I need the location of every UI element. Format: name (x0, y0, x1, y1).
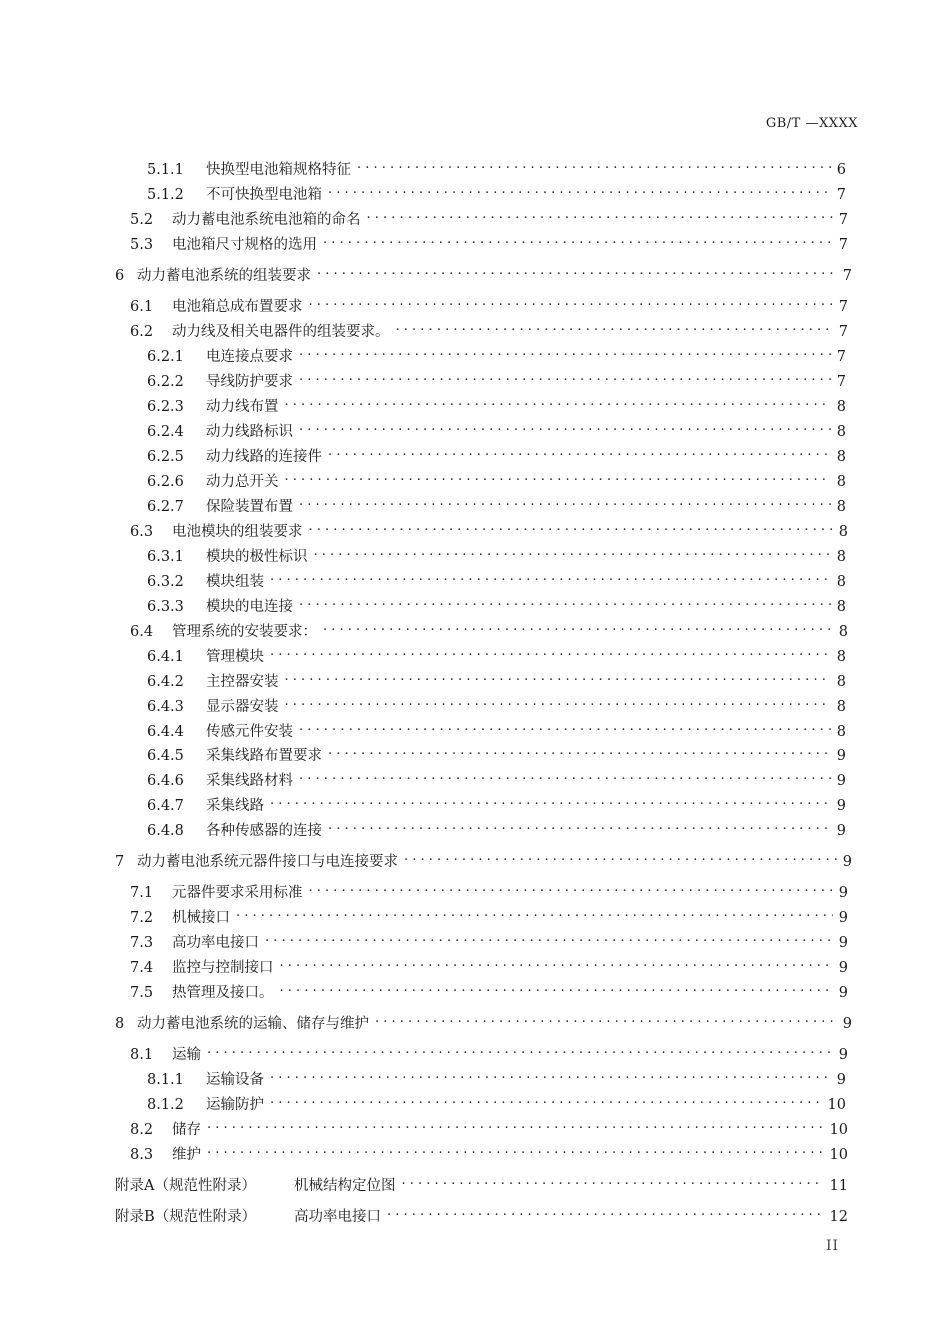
toc-entry-page: 9 (838, 935, 848, 951)
toc-entry-title: 保险装置布置 (206, 499, 293, 515)
toc-entry-page: 8 (836, 424, 846, 440)
dot-leader (285, 468, 831, 486)
toc-entry[interactable] (130, 954, 848, 976)
dot-leader (299, 593, 831, 611)
toc-entry-number: 8 (115, 1016, 125, 1032)
toc-entry[interactable] (147, 643, 846, 665)
toc-entry[interactable] (147, 792, 846, 814)
toc-entry[interactable] (115, 1172, 848, 1194)
toc-entry-number: 6.4.1 (147, 649, 184, 665)
toc-entry-page: 8 (836, 399, 846, 415)
toc-entry-title: 高功率电接口 (172, 935, 259, 951)
toc-entry[interactable] (147, 418, 846, 440)
toc-entry-number: 附录B（规范性附录） (115, 1209, 257, 1225)
toc-entry-number: 附录A（规范性附录） (115, 1178, 256, 1194)
toc-entry-page: 8 (836, 474, 846, 490)
dot-leader (402, 1172, 824, 1190)
toc-entry-number: 6.4.3 (147, 699, 184, 715)
toc-entry-page: 8 (836, 574, 846, 590)
toc-entry-number: 6.2.2 (147, 374, 184, 390)
toc-entry-number: 6.2.4 (147, 424, 184, 440)
toc-entry-number: 6.4.7 (147, 798, 184, 814)
toc-entry[interactable] (147, 393, 846, 415)
dot-leader (299, 343, 831, 361)
dot-leader (270, 1066, 831, 1084)
toc-entry-page: 8 (836, 649, 846, 665)
toc-entry[interactable] (130, 1141, 848, 1163)
toc-entry-number: 6.3.2 (147, 574, 184, 590)
toc-entry-page: 9 (842, 1016, 852, 1032)
toc-entry-number: 6 (115, 268, 125, 284)
toc-entry-page: 9 (836, 773, 846, 789)
toc-entry-page: 12 (829, 1209, 848, 1225)
toc-entry[interactable] (130, 979, 848, 1001)
toc-entry-page: 9 (836, 823, 846, 839)
toc-entry-title: 各种传感器的连接 (206, 823, 322, 839)
toc-entry-number: 7 (115, 854, 125, 870)
toc-entry-number: 8.2 (130, 1122, 154, 1138)
toc-entry-title: 储存 (172, 1122, 201, 1138)
dot-leader (285, 668, 831, 686)
dot-leader (285, 393, 831, 411)
toc-entry-page: 9 (838, 985, 848, 1001)
toc-entry-number: 5.3 (130, 237, 154, 253)
dot-leader (328, 181, 831, 199)
toc-entry[interactable] (147, 493, 846, 515)
dot-leader (270, 643, 831, 661)
toc-entry[interactable] (115, 262, 852, 284)
toc-entry-number: 8.1.1 (147, 1072, 184, 1088)
dot-leader (328, 817, 831, 835)
dot-leader (328, 742, 831, 760)
dot-leader (323, 231, 833, 249)
toc-entry[interactable] (147, 593, 846, 615)
toc-entry-number: 6.4.4 (147, 724, 184, 740)
toc-entry-title: 机械接口 (172, 910, 230, 926)
toc-entry[interactable] (147, 742, 846, 764)
dot-leader (207, 1041, 833, 1059)
page-number: II (826, 1238, 840, 1254)
dot-leader (299, 493, 831, 511)
toc-entry-number: 8.1.2 (147, 1097, 184, 1113)
toc-entry-title: 模块的电连接 (206, 599, 293, 615)
toc-entry-number: 6.4.2 (147, 674, 184, 690)
toc-entry[interactable] (147, 668, 846, 690)
toc-entry-page: 7 (838, 237, 848, 253)
dot-leader (280, 954, 833, 972)
toc-entry-title: 动力线路标识 (206, 424, 293, 440)
toc-entry-page: 7 (842, 268, 852, 284)
toc-entry-number: 6.1 (130, 299, 154, 315)
toc-entry-title: 动力总开关 (206, 474, 279, 490)
dot-leader (309, 879, 833, 897)
toc-entry-page: 8 (836, 674, 846, 690)
toc-entry-number: 7.3 (130, 935, 154, 951)
toc-entry-page: 8 (838, 524, 848, 540)
toc-entry-page: 10 (829, 1122, 848, 1138)
dot-leader (299, 767, 831, 785)
toc-entry-page: 7 (838, 212, 848, 228)
dot-leader (317, 262, 837, 280)
toc-entry-title: 电池模块的组装要求 (172, 524, 303, 540)
dot-leader (299, 418, 831, 436)
toc-entry-title: 采集线路材料 (206, 773, 293, 789)
toc-entry-title: 运输设备 (206, 1072, 264, 1088)
toc-entry-page: 7 (836, 374, 846, 390)
toc-entry[interactable] (147, 1091, 846, 1113)
toc-entry-number: 6.3.3 (147, 599, 184, 615)
toc-entry-number: 6.3.1 (147, 549, 184, 565)
toc-entry-number: 7.2 (130, 910, 154, 926)
toc-entry-number: 6.4 (130, 624, 154, 640)
toc-entry-title: 动力线路的连接件 (206, 449, 322, 465)
document-code: GB/T —XXXX (765, 116, 858, 131)
toc-entry-number: 8.3 (130, 1147, 154, 1163)
toc-entry-title: 监控与控制接口 (172, 960, 274, 976)
toc-entry[interactable] (130, 618, 848, 640)
toc-entry-page: 9 (838, 960, 848, 976)
dot-leader (309, 293, 833, 311)
toc-entry[interactable] (130, 929, 848, 951)
dot-leader (265, 929, 833, 947)
dot-leader (328, 443, 831, 461)
dot-leader (270, 792, 831, 810)
dot-leader (207, 1141, 824, 1159)
dot-leader (357, 156, 831, 174)
toc-entry-title: 模块的极性标识 (206, 549, 308, 565)
toc-entry[interactable] (147, 181, 846, 203)
toc-entry[interactable] (147, 1066, 846, 1088)
toc-entry-number: 7.5 (130, 985, 154, 1001)
toc-entry-page: 7 (838, 324, 848, 340)
toc-entry[interactable] (147, 767, 846, 789)
toc-entry-title: 元器件要求采用标准 (172, 885, 303, 901)
toc-entry[interactable] (147, 543, 846, 565)
dot-leader (299, 368, 831, 386)
toc-entry[interactable] (115, 848, 852, 870)
toc-entry-page: 10 (827, 1097, 846, 1113)
toc-entry-title: 模块组装 (206, 574, 264, 590)
toc-entry-number: 6.2 (130, 324, 154, 340)
toc-entry-title: 动力蓄电池系统的运输、储存与维护 (137, 1016, 369, 1032)
toc-entry-title: 不可快换型电池箱 (206, 187, 322, 203)
dot-leader (299, 718, 831, 736)
toc-entry-page: 11 (829, 1178, 848, 1194)
dot-leader (367, 206, 833, 224)
toc-entry-page: 7 (836, 187, 846, 203)
toc-entry[interactable] (130, 318, 848, 340)
toc-entry-number: 6.2.5 (147, 449, 184, 465)
dot-leader (375, 1010, 837, 1028)
toc-entry[interactable] (147, 443, 846, 465)
toc-entry-page: 8 (836, 724, 846, 740)
toc-entry-number: 7.1 (130, 885, 154, 901)
toc-entry[interactable] (147, 343, 846, 365)
dot-leader (404, 848, 837, 866)
toc-entry-title: 动力线布置 (206, 399, 279, 415)
toc-entry-number: 6.3 (130, 524, 154, 540)
toc-entry-number: 6.2.1 (147, 349, 184, 365)
toc-entry-number: 7.4 (130, 960, 154, 976)
dot-leader (270, 1091, 822, 1109)
toc-entry-number: 5.2 (130, 212, 154, 228)
dot-leader (309, 518, 833, 536)
toc-entry-page: 9 (838, 910, 848, 926)
toc-entry-title: 热管理及接口。 (172, 985, 274, 1001)
toc-entry-page: 8 (836, 499, 846, 515)
toc-entry-page: 8 (836, 699, 846, 715)
toc-entry-page: 7 (838, 299, 848, 315)
toc-entry-page: 7 (836, 349, 846, 365)
toc-entry[interactable] (130, 904, 848, 926)
toc-entry-title: 快换型电池箱规格特征 (206, 162, 351, 178)
toc-entry[interactable] (147, 718, 846, 740)
toc-entry-title: 运输 (172, 1047, 201, 1063)
dot-leader (387, 1203, 824, 1221)
toc-entry-number: 6.4.6 (147, 773, 184, 789)
toc-entry-page: 9 (838, 1047, 848, 1063)
toc-entry[interactable] (147, 468, 846, 490)
toc-entry[interactable] (147, 568, 846, 590)
toc-entry[interactable] (115, 1010, 852, 1032)
toc-entry[interactable] (130, 231, 848, 253)
toc-entry-page: 9 (836, 798, 846, 814)
toc-entry-title: 电连接点要求 (206, 349, 293, 365)
toc-entry[interactable] (130, 518, 848, 540)
toc-entry-number: 6.2.7 (147, 499, 184, 515)
dot-leader (236, 904, 833, 922)
toc-entry-page: 9 (838, 885, 848, 901)
toc-entry-title: 动力线及相关电器件的组装要求。 (172, 324, 390, 340)
toc-entry-title: 动力蓄电池系统元器件接口与电连接要求 (137, 854, 398, 870)
toc-entry[interactable] (130, 1041, 848, 1063)
toc-entry[interactable] (130, 206, 848, 228)
toc-entry[interactable] (130, 879, 848, 901)
dot-leader (396, 318, 833, 336)
toc-entry-title: 导线防护要求 (206, 374, 293, 390)
toc-entry-page: 10 (829, 1147, 848, 1163)
dot-leader (207, 1116, 824, 1134)
toc-entry-title: 动力蓄电池系统的组装要求 (137, 268, 311, 284)
toc-entry[interactable] (130, 293, 848, 315)
toc-entry-title: 管理系统的安装要求： (172, 624, 317, 640)
toc-entry-title: 管理模块 (206, 649, 264, 665)
toc-entry-page: 8 (838, 624, 848, 640)
toc-entry-title: 主控器安装 (206, 674, 279, 690)
dot-leader (270, 568, 831, 586)
toc-entry-page: 9 (836, 1072, 846, 1088)
toc-entry-page: 8 (836, 549, 846, 565)
toc-entry-number: 6.2.6 (147, 474, 184, 490)
toc-entry-title: 采集线路布置要求 (206, 748, 322, 764)
toc-entry-page: 8 (836, 599, 846, 615)
dot-leader (285, 693, 831, 711)
toc-entry-title: 传感元件安装 (206, 724, 293, 740)
toc-entry-page: 9 (842, 854, 852, 870)
toc-entry-number: 5.1.2 (147, 187, 184, 203)
toc-entry-title: 采集线路 (206, 798, 264, 814)
toc-entry[interactable] (147, 817, 846, 839)
toc-entry-title: 显示器安装 (206, 699, 279, 715)
toc-entry[interactable] (147, 156, 846, 178)
toc-entry-number: 8.1 (130, 1047, 154, 1063)
toc-entry-title: 维护 (172, 1147, 201, 1163)
toc-entry-title: 高功率电接口 (294, 1209, 381, 1225)
toc-entry-title: 电池箱尺寸规格的选用 (172, 237, 317, 253)
toc-entry[interactable] (115, 1203, 848, 1225)
toc-entry[interactable] (130, 1116, 848, 1138)
toc-entry-page: 8 (836, 449, 846, 465)
toc-entry-number: 6.4.8 (147, 823, 184, 839)
toc-entry-page: 9 (836, 748, 846, 764)
toc-entry-number: 5.1.1 (147, 162, 184, 178)
toc-entry-title: 运输防护 (206, 1097, 264, 1113)
dot-leader (280, 979, 833, 997)
toc-entry-title: 动力蓄电池系统电池箱的命名 (172, 212, 361, 228)
toc-entry-number: 6.4.5 (147, 748, 184, 764)
toc-entry[interactable] (147, 368, 846, 390)
dot-leader (314, 543, 831, 561)
toc-entry-number: 6.2.3 (147, 399, 184, 415)
toc-entry-title: 机械结构定位图 (294, 1178, 396, 1194)
toc-entry-page: 6 (836, 162, 846, 178)
toc-entry-title: 电池箱总成布置要求 (172, 299, 303, 315)
dot-leader (323, 618, 833, 636)
toc-entry[interactable] (147, 693, 846, 715)
